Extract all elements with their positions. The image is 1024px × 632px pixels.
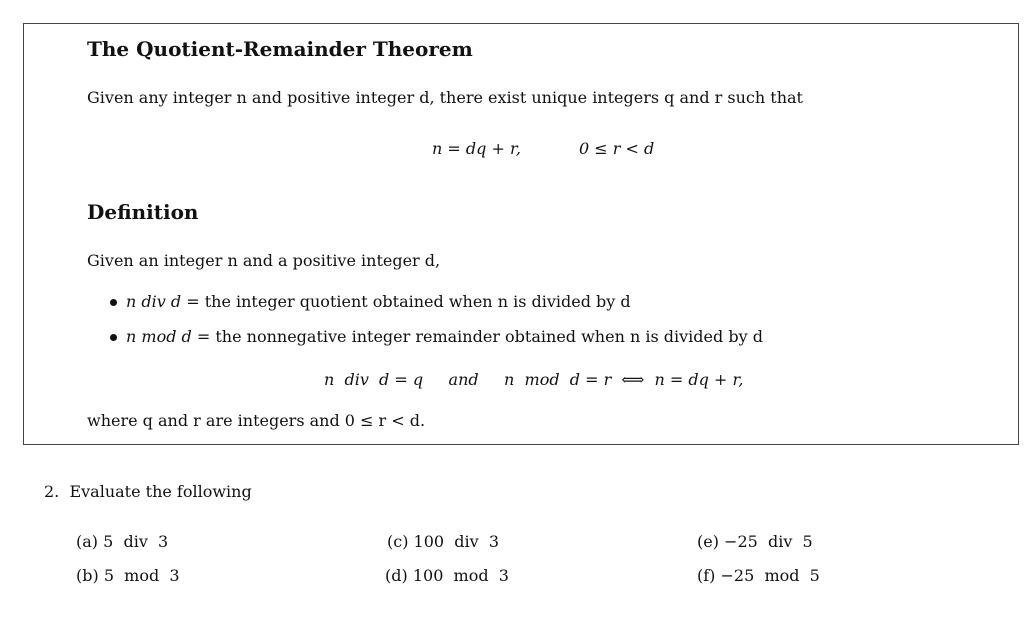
item-expr: −25 mod 5 [720,566,820,585]
theorem-title: The Quotient-Remainder Theorem [87,37,473,61]
bullet-expr: n div d = [126,292,200,311]
bullet-item-div [126,292,631,311]
bullet-text: the integer quotient obtained when n is divided by d [204,292,631,311]
item-expr: −25 div 5 [724,532,813,551]
exercise-item-b [76,566,180,585]
item-label: (d) [385,566,408,585]
bullet-dot [110,334,117,341]
exercise-item-c [387,532,499,551]
item-expr: 5 mod 3 [103,566,180,585]
item-label: (a) [76,532,99,551]
bullet-expr: n mod d = [126,327,211,346]
definition-closing: where q and r are integers and 0 ≤ r < d. [87,411,426,430]
exercise-item-a [76,532,168,551]
item-label: (e) [697,532,719,551]
definition-intro: Given an integer n and a positive integer d, [87,251,441,270]
definition-title: Definition [87,200,199,224]
exercise-prompt: 2. Evaluate the following [44,482,252,501]
bullet-item-mod [126,327,763,346]
exercise-item-f [697,566,820,585]
item-expr: 5 div 3 [103,532,169,551]
exercise-item-d [385,566,509,585]
item-expr: 100 div 3 [413,532,500,551]
theorem-statement: Given any integer n and positive integer d, there exist unique integers q and r such that [87,88,803,107]
theorem-equation-left: n = dq + r, [432,139,521,158]
theorem-equation-right: 0 ≤ r < d [579,139,655,158]
equivalence-statement: n div d = q and n mod d = r ⟺ n = dq + r, [324,370,744,389]
item-label: (f) [697,566,716,585]
exercise-item-e [697,532,813,551]
item-expr: 100 mod 3 [412,566,509,585]
bullet-text: the nonnegative integer remainder obtained when n is divided by d [215,327,763,346]
item-label: (c) [387,532,409,551]
item-label: (b) [76,566,99,585]
bullet-dot [110,299,117,306]
